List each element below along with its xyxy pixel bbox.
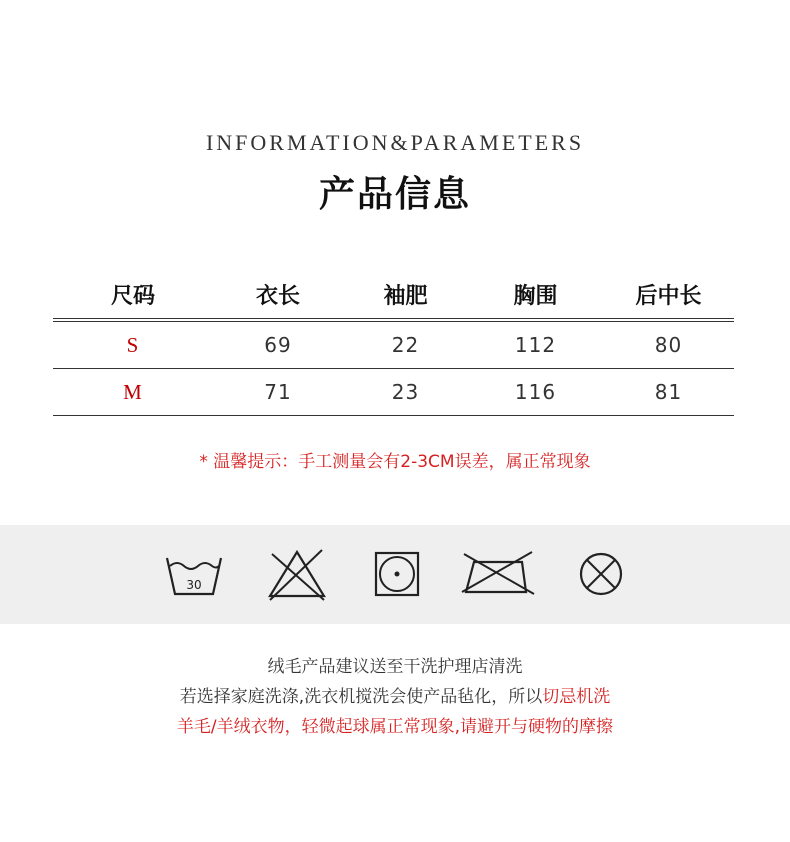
table-row (53, 322, 734, 369)
heading-en: INFORMATION&PARAMETERS (205, 130, 585, 155)
column-header-back-length: 后中长 (635, 283, 702, 309)
column-header-sleeve: 袖肥 (383, 283, 428, 309)
table-header (53, 270, 734, 318)
care-note-line-1: 绒毛产品建议送至干洗护理店清洗 (267, 657, 523, 677)
column-header-size: 尺码 (110, 283, 155, 309)
page-title: 产品信息 (318, 174, 471, 215)
back-length-cell: 80 (654, 333, 683, 357)
wash-30-icon (164, 548, 224, 600)
length-cell: 69 (264, 333, 292, 357)
size-table (53, 270, 734, 416)
sleeve-cell: 22 (391, 333, 420, 357)
sleeve-cell: 23 (391, 380, 420, 404)
measurement-tip: * 温馨提示：手工测量会有2-3CM误差，属正常现象 (199, 452, 591, 472)
care-note-line-3: 羊毛/羊绒衣物，轻微起球属正常现象,请避开与硬物的摩擦 (176, 717, 614, 737)
back-length-cell: 81 (654, 380, 683, 404)
chest-cell: 112 (514, 333, 557, 357)
size-cell: S (126, 332, 140, 357)
wash-temperature-label: 30 (186, 578, 202, 592)
care-note-line-2 (0, 682, 790, 712)
chest-cell: 116 (514, 380, 557, 404)
care-note-line-2-text: 若选择家庭洗涤,洗衣机搅洗会使产品毡化，所以 (179, 687, 543, 707)
table-row (53, 369, 734, 416)
column-header-length: 衣长 (255, 283, 300, 309)
size-cell: M (123, 379, 143, 404)
care-note-warning: 切忌机洗 (542, 687, 611, 707)
no-iron-icon (460, 548, 536, 600)
length-cell: 71 (264, 380, 292, 404)
no-bleach-icon (266, 548, 328, 602)
tumble-dry-icon (372, 548, 422, 600)
no-dry-clean-icon (576, 548, 626, 600)
care-notes (0, 652, 790, 742)
column-header-chest: 胸围 (513, 283, 558, 309)
